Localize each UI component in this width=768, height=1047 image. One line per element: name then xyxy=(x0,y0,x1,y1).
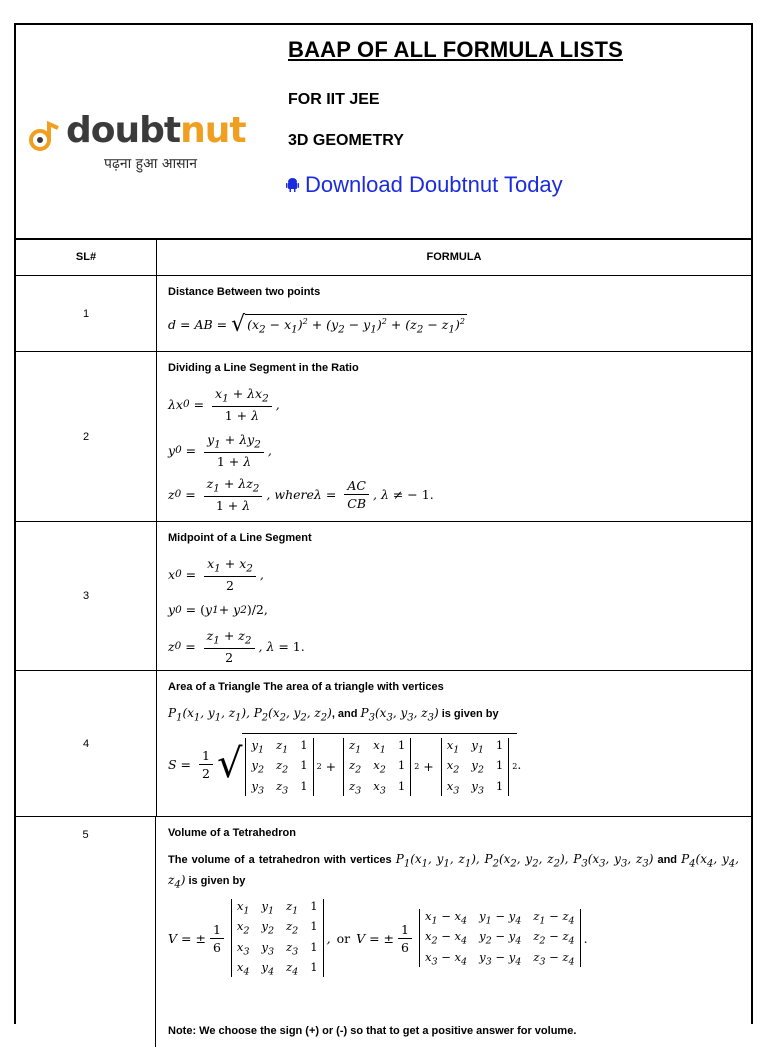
download-link[interactable] xyxy=(286,172,563,198)
formula-title: Distance Between two points xyxy=(168,286,321,298)
row-number: 2 xyxy=(16,352,157,521)
and-label: , and xyxy=(331,708,358,720)
table-row xyxy=(16,817,751,1047)
triangle-vertices-text: $P_1(x_1$, $y_1$, $z_1$), $P_2(x_2$, $y_2$, $z_2$), and $P_3(x_3$, $y_3$, $z_3$) is given by xyxy=(168,706,499,724)
android-icon xyxy=(286,178,299,192)
header xyxy=(16,25,751,240)
formula-title: Dividing a Line Segment in the Ratio xyxy=(168,362,359,374)
page-title: BAAP OF ALL FORMULA LISTS xyxy=(288,37,623,62)
download-link-label[interactable]: Download Doubtnut Today xyxy=(305,172,563,197)
doubtnut-logo xyxy=(26,108,246,172)
formula-title: Area of a Triangle The area of a triangle with vertices xyxy=(168,681,444,693)
row-number: 4 xyxy=(16,671,157,816)
tetrahedron-vertices-text: The volume of a tetrahedron with vertices $P_1(x_1$, $y_1$, $z_1$), $P_2(x_2$, $y_2$, $z_2$), $P_3(x_3$, $y_3$, $z_3$) and $P_4(x_4$, $y_4$, $z_4$) is given by xyxy=(168,852,739,891)
given-by-label: is given by xyxy=(441,708,499,720)
exam-subtitle: FOR IIT JEE xyxy=(288,91,380,108)
section-formula-x: λx 0 = $\frac{x_1 + \lambda x_2}{1 + \lambda}$ , xyxy=(168,386,280,423)
formula-title: Volume of a Tetrahedron xyxy=(168,827,296,839)
and-label: and xyxy=(657,854,678,866)
headphone-logo-icon xyxy=(26,120,64,154)
tetrahedron-intro: The volume of a tetrahedron with vertices xyxy=(168,854,392,866)
midpoint-formula-z: z 0 = $\frac{z_1 + z_2}{2}$ , λ = 1. xyxy=(168,628,305,665)
section-formula-z: z 0 = $\frac{z_1 + \lambda z_2}{1 + \lambda}$ , where λ = $\frac{AC}{CB}$ , λ ≠ − 1. xyxy=(168,476,434,513)
logo-tagline: पढ़ना हुआ आसान xyxy=(104,156,198,172)
table-row xyxy=(16,352,751,522)
formula-title: Midpoint of a Line Segment xyxy=(168,532,312,544)
column-header-sl: SL# xyxy=(16,238,157,275)
where-label: where xyxy=(274,486,314,502)
formula-cell xyxy=(157,276,751,351)
formula-cell xyxy=(157,671,751,816)
formula-cell xyxy=(157,352,751,521)
volume-sign-note: Note: We choose the sign (+) or (-) so that to get a positive answer for volume. xyxy=(168,1025,577,1037)
formula-sheet xyxy=(14,23,753,1037)
table-row xyxy=(16,522,751,671)
formula-cell xyxy=(157,817,751,1047)
formula-cell xyxy=(157,522,751,670)
table-header-row xyxy=(16,238,751,276)
section-formula-y: y 0 = $\frac{y_1 + \lambda y_2}{1 + \lambda}$ , xyxy=(168,432,272,469)
row-number: 1 xyxy=(16,276,157,351)
column-header-formula: FORMULA xyxy=(426,250,482,263)
distance-formula: d = AB = √ $(x_2 - x_1)^2 + (y_2 - y_1)^2 + (z_2 - z_1)^2$ xyxy=(168,312,465,337)
row-number: 3 xyxy=(16,522,157,670)
logo-word-doubt: doubt xyxy=(66,110,181,151)
logo-wordmark xyxy=(66,110,246,151)
logo-word-nut: nut xyxy=(180,110,246,151)
triangle-area-formula: S = $\frac{1}{2}$ √ $y_1$ $z_1$ 1 $y_2$ $z_2$ 1 $y_3$ $z_3$ 1 2 + $z_1$ $x_1$ 1 $z_2$ $x_2$ 1 $z_3$ $x_3$ 1 2 + $x_1$ $y_1$ 1 $x_2$ $y_2$ 1 $x_3$ $y_3$ 1 2 . xyxy=(168,733,521,796)
midpoint-formula-x: x 0 = $\frac{x_1 + x_2}{2}$ , xyxy=(168,556,264,593)
topic-subtitle: 3D GEOMETRY xyxy=(288,132,404,149)
or-label: or xyxy=(336,930,351,946)
given-by-label: is given by xyxy=(188,875,246,888)
table-row xyxy=(16,276,751,352)
table-row xyxy=(16,671,751,817)
midpoint-formula-y: y 0 = ( y 1 + y 2 )/2, xyxy=(168,602,268,617)
row-number: 5 xyxy=(16,817,156,1047)
tetrahedron-volume-formula: V = ± $\frac{1}{6}$ $x_1$ $y_1$ $z_1$ 1 $x_2$ $y_2$ $z_2$ 1 $x_3$ $y_3$ $z_3$ 1 $x_4$ $y_4$ $z_4$ 1 , or V = ± $\frac{1}{6}$ $x_1 - x_4$ $y_1 - y_4$ $z_1 - z_4$ $x_2 - x_4$ $y_2 - y_4$ $z_2 - z_4$ $x_3 - x_4$ $y_3 - y_4$ $z_3 - z_4$ . xyxy=(168,899,588,978)
